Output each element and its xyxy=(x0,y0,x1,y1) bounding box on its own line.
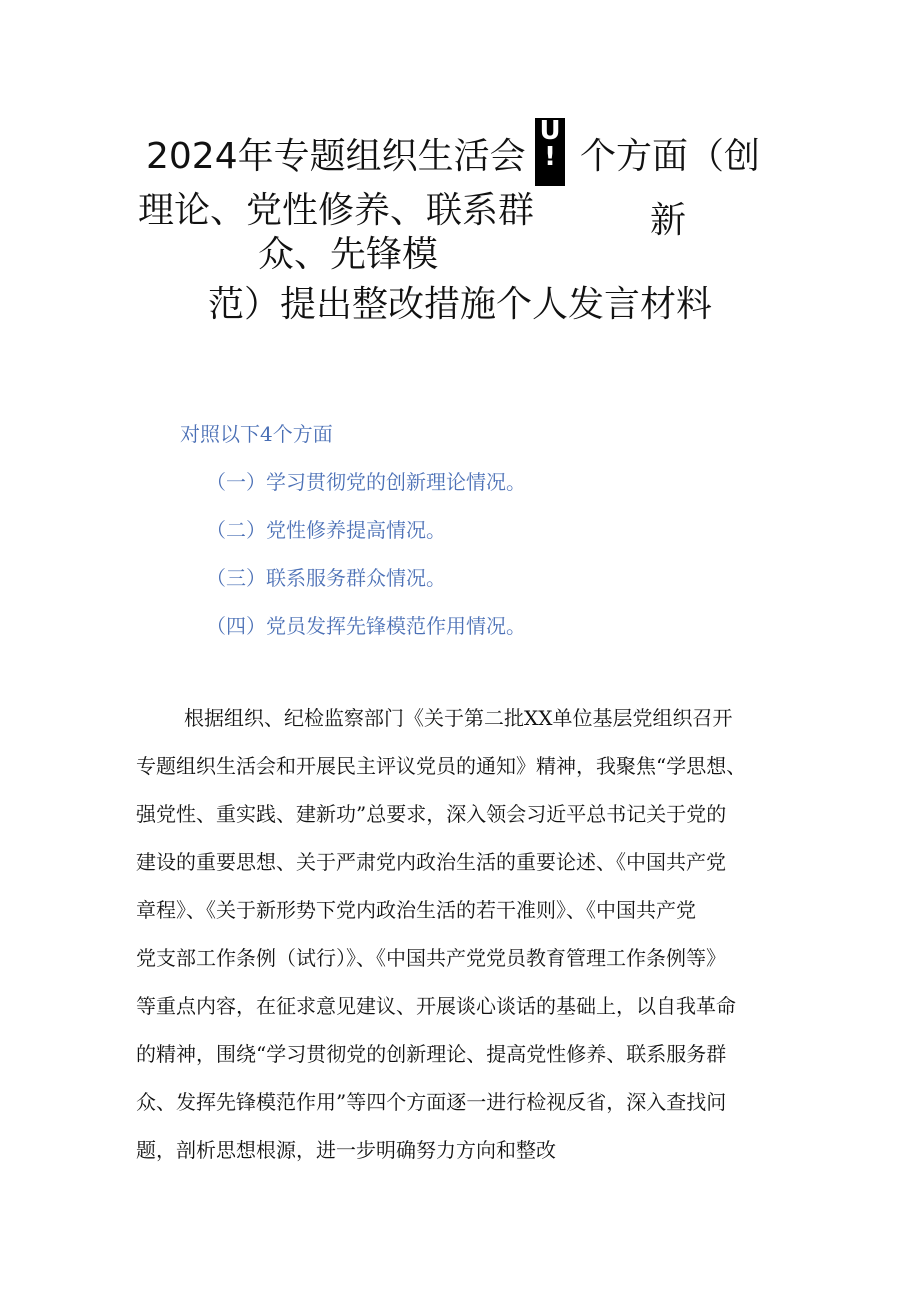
body-line-9: 众、发挥先锋模范作用”等四个方面逐一进行检视反省，深入查找问 xyxy=(136,1090,727,1114)
body-line-8: 的精神，围绕“学习贯彻党的创新理论、提高党性修养、联系服务群 xyxy=(136,1042,727,1066)
title-line1-right: 个方面（创 xyxy=(580,136,761,177)
body-line-3: 强党性、重实践、建新功”总要求，深入领会习近平总书记关于党的 xyxy=(136,802,727,826)
title-line2: 理论、党性修养、联系群 xyxy=(138,190,535,231)
aspect-item-4: （四）党员发挥先锋模范作用情况。 xyxy=(206,614,526,638)
title-line1-left: 2024年专题组织生活会 xyxy=(146,136,526,177)
body-line-6: 党支部工作条例（试行）》、《中国共产党党员教育管理工作条例等》 xyxy=(136,946,726,970)
body-line-1: 根据组织、纪检监察部门《关于第二批XX单位基层党组织召开 xyxy=(184,706,733,730)
body-line-10: 题，剖析思想根源，进一步明确努力方向和整改 xyxy=(136,1138,556,1162)
body-line-2: 专题组织生活会和开展民主评议党员的通知》精神，我聚焦“学思想、 xyxy=(136,754,747,778)
body-line-7: 等重点内容，在征求意见建议、开展谈心谈话的基础上，以自我革命 xyxy=(136,994,736,1018)
title-line2-right: 新 xyxy=(650,200,687,241)
body-line-4: 建设的重要思想、关于严肃党内政治生活的重要论述、《中国共产党 xyxy=(136,850,726,874)
box-char-1: U xyxy=(539,116,561,146)
aspect-item-1: （一）学习贯彻党的创新理论情况。 xyxy=(206,470,526,494)
body-line-5: 章程》、《关于新形势下党内政治生活的若干准则》、《中国共产党 xyxy=(136,898,696,922)
aspect-item-3: （三）联系服务群众情况。 xyxy=(206,566,446,590)
title-black-box xyxy=(535,118,565,186)
aspect-item-2: （二）党性修养提高情况。 xyxy=(206,518,446,542)
title-line4: 范）提出整改措施个人发言材料 xyxy=(208,284,713,325)
aspects-intro: 对照以下4个方面 xyxy=(180,422,333,446)
title-line3: 众、先锋模 xyxy=(258,234,439,275)
box-char-2: ! xyxy=(544,142,556,172)
